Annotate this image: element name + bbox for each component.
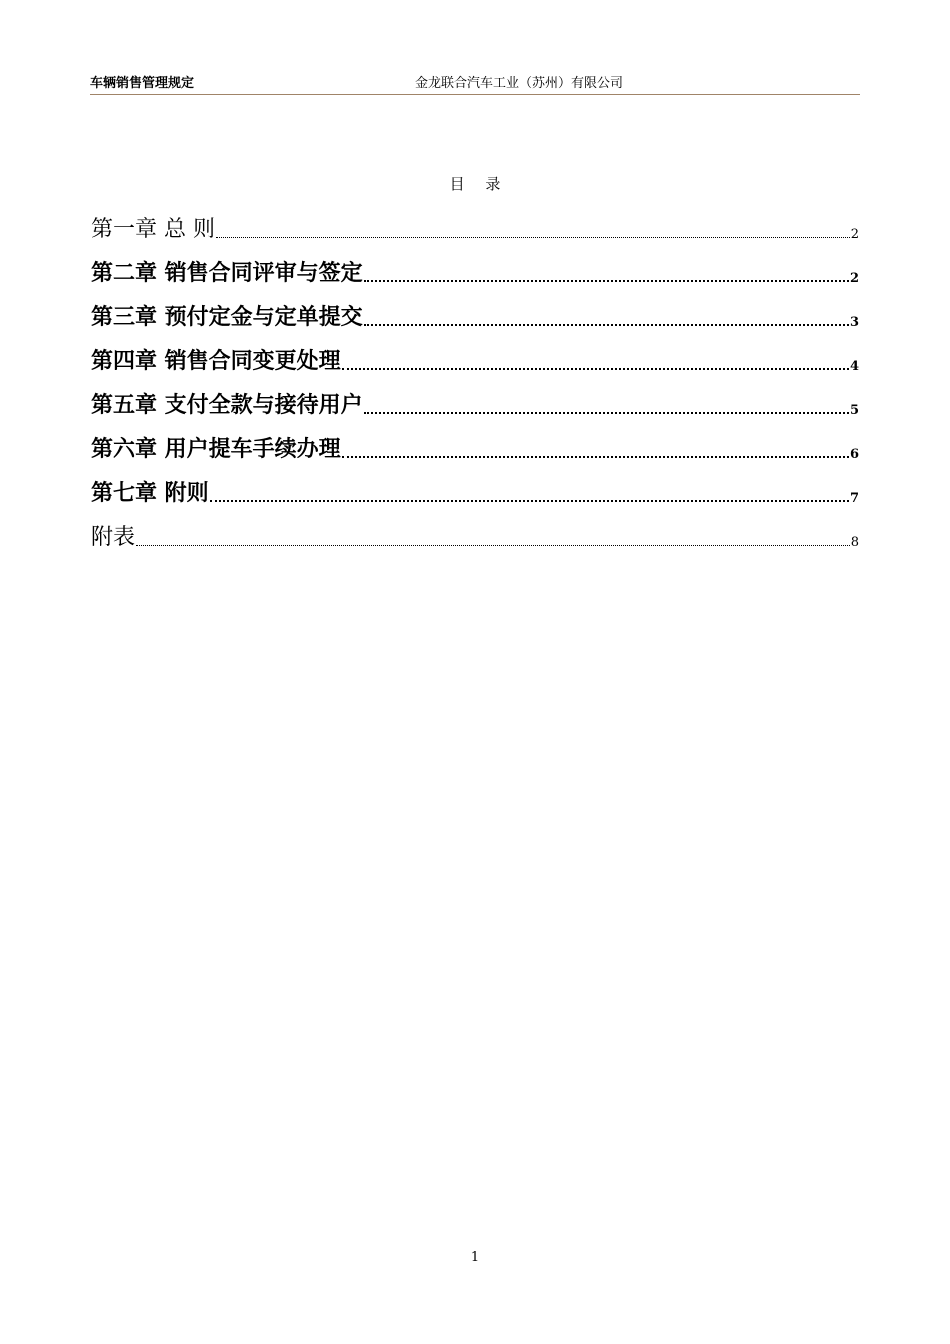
toc-leader-dots bbox=[342, 456, 849, 458]
toc-entry-label: 第五章 支付全款与接待用户 bbox=[91, 393, 363, 418]
toc-leader-dots bbox=[364, 324, 849, 326]
toc-entry-page: 2 bbox=[849, 271, 859, 286]
toc-entry-page: 4 bbox=[849, 359, 859, 374]
toc-entry-chapter-2[interactable] bbox=[91, 244, 859, 288]
toc-entry-chapter-5[interactable] bbox=[91, 376, 859, 420]
toc-leader-dots bbox=[364, 280, 849, 282]
toc-entry-chapter-3[interactable] bbox=[91, 288, 859, 332]
toc-entry-label: 第四章 销售合同变更处理 bbox=[91, 349, 341, 374]
toc-entry-chapter-7[interactable] bbox=[91, 464, 859, 508]
toc-entry-page: 7 bbox=[849, 491, 859, 506]
toc-leader-dots bbox=[216, 237, 850, 238]
toc-title: 目 录 bbox=[449, 175, 509, 193]
toc-entry-page: 5 bbox=[849, 403, 859, 418]
toc-entry-page: 6 bbox=[849, 447, 859, 462]
toc-entry-label: 第一章 总 则 bbox=[91, 217, 215, 242]
toc-leader-dots bbox=[210, 500, 849, 502]
toc-entry-page: 2 bbox=[850, 227, 859, 242]
table-of-contents bbox=[91, 200, 859, 552]
toc-entry-chapter-6[interactable] bbox=[91, 420, 859, 464]
toc-entry-label: 第七章 附则 bbox=[91, 481, 209, 506]
toc-entry-label: 第六章 用户提车手续办理 bbox=[91, 437, 341, 462]
page-number: 1 bbox=[470, 1250, 480, 1265]
toc-entry-label: 附表 bbox=[91, 525, 136, 550]
toc-entry-chapter-4[interactable] bbox=[91, 332, 859, 376]
company-name: 金龙联合汽车工业（苏州）有限公司 bbox=[415, 76, 624, 91]
toc-leader-dots bbox=[364, 412, 849, 414]
toc-entry-appendix[interactable] bbox=[91, 508, 859, 552]
document-title: 车辆销售管理规定 bbox=[90, 76, 195, 91]
page-header bbox=[90, 74, 860, 95]
toc-entry-chapter-1[interactable] bbox=[91, 200, 859, 244]
toc-entry-page: 3 bbox=[849, 315, 859, 330]
toc-entry-page: 8 bbox=[850, 535, 859, 550]
toc-entry-label: 第三章 预付定金与定单提交 bbox=[91, 305, 363, 330]
toc-entry-label: 第二章 销售合同评审与签定 bbox=[91, 261, 363, 286]
toc-leader-dots bbox=[136, 545, 850, 546]
toc-leader-dots bbox=[342, 368, 849, 370]
